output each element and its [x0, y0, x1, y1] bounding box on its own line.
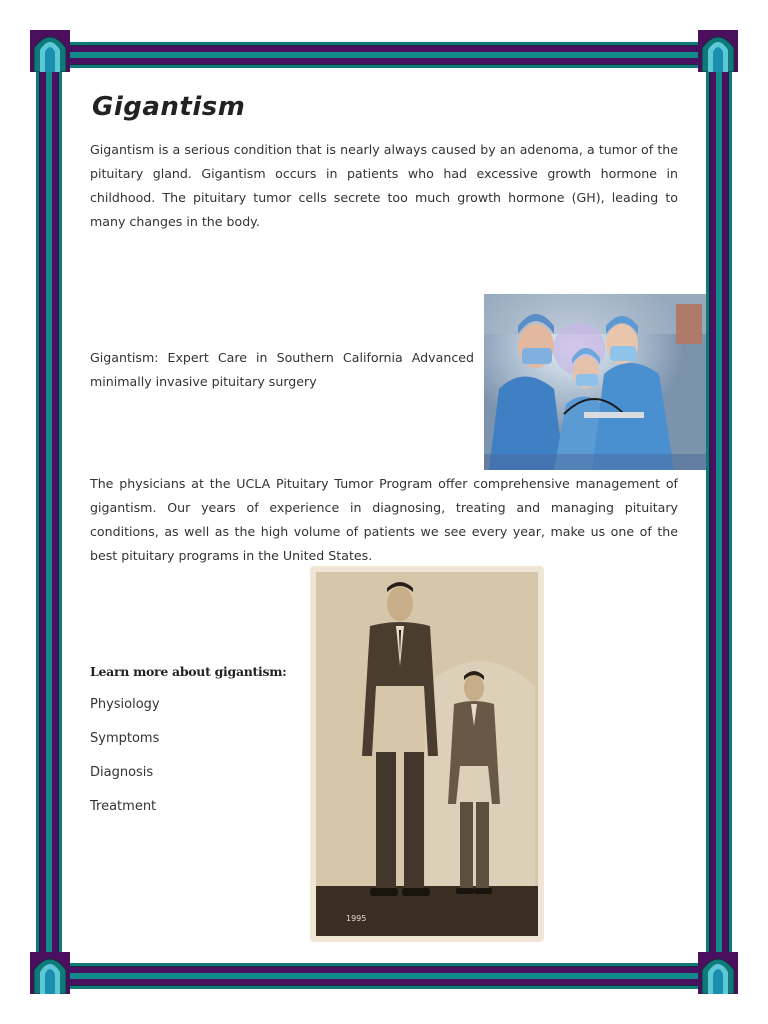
- learn-more-list: [90, 692, 160, 828]
- page-title: Gigantism: [92, 92, 246, 122]
- frame-left-border: [36, 68, 62, 963]
- corner-arch-icon: [30, 30, 70, 72]
- frame-bottom-border: [62, 963, 706, 989]
- frame-top-border: [62, 42, 706, 68]
- corner-arch-icon: [698, 30, 738, 72]
- surgery-photo: [484, 294, 706, 470]
- intro-paragraph: Gigantism is a serious condition that is nearly always caused by an adenoma, a tumor of the pituitary gland. Gigantism occurs in patients who had excessive growth hormone in childhood. The pituitary tumor cells secrete too much growth hormone (GH), leading to many changes in the body.: [90, 142, 678, 229]
- frame-right-border: [706, 68, 732, 963]
- corner-arch-icon: [698, 952, 738, 994]
- link-symptoms[interactable]: Symptoms: [90, 731, 160, 746]
- corner-arch-icon: [30, 952, 70, 994]
- link-physiology[interactable]: Physiology: [90, 697, 160, 712]
- expert-care-paragraph: Gigantism: Expert Care in Southern California Advanced minimally invasive pituitary surgery: [90, 350, 474, 389]
- link-treatment[interactable]: Treatment: [90, 799, 157, 814]
- learn-more-heading: Learn more about gigantism:: [90, 664, 287, 679]
- link-diagnosis[interactable]: Diagnosis: [90, 765, 154, 780]
- photo-caption: 1995: [346, 914, 367, 923]
- program-paragraph: The physicians at the UCLA Pituitary Tumor Program offer comprehensive management of gigantism. Our years of experience in diagnosing, treating and managing pituitary conditions, as well as the high volume of patients we see every year, make us one of the best pituitary programs in the United States.: [90, 476, 678, 563]
- vintage-photo: [310, 566, 544, 942]
